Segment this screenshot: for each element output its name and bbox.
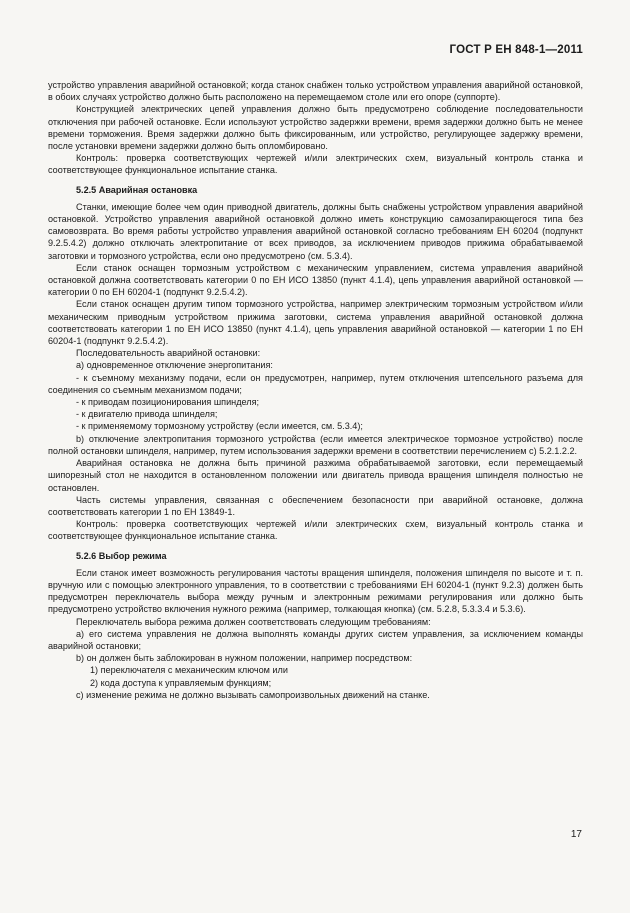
paragraph: Конструкцией электрических цепей управления должно быть предусмотрено соблюдение последовательности отключения при рабочей остановке. Если используют устройство задержки времени, время задержки должно быть не менее времени торможения. Время задержки должно быть фиксированным, или устройство, регулирующее задержку времени, после установки времени задержки должно быть опломбировано. bbox=[48, 104, 583, 152]
document-id-header: ГОСТ Р ЕН 848-1—2011 bbox=[449, 44, 583, 56]
paragraph: Последовательность аварийной остановки: bbox=[76, 348, 261, 359]
section-heading-5-2-6: 5.2.6 Выбор режима bbox=[76, 550, 167, 561]
list-item: b) он должен быть заблокирован в нужном положении, например посредством: bbox=[76, 653, 413, 664]
paragraph: Контроль: проверка соответствующих чертежей и/или электрических схем, визуальный контроль станка и соответствующее функциональное испытание станка. bbox=[48, 519, 583, 542]
list-subitem: 1) переключателя с механическим ключом или bbox=[90, 665, 288, 676]
paragraph: Станки, имеющие более чем один приводной двигатель, должны быть снабжены устройством управления аварийной остановкой. Устройство управления аварийной остановкой должно иметь конструкцию самозапирающегося типа без самовозврата. Во время работы устройство управления аварийной остановкой согласно требованиям ЕН 60204 (подпункт 9.2.5.4.2) должно отключать электропитание от всех приводов, за исключением приводов прижима обрабатываемой заготовки и тормозного устройства, если оно предусмотрено (см. 5.3.4). bbox=[48, 201, 583, 261]
list-item: b) отключение электропитания тормозного устройства (если имеется электрическое тормозное устройство) после полной остановки шпинделя, например, путем использования задержки времени в соответствии перечислением с) 5.2.1.2.2. bbox=[48, 433, 583, 456]
paragraph: Аварийная остановка не должна быть причиной разжима обрабатываемой заготовки, если перемещаемый шипорезный стол не находится в остановленном положении или двигатель привода вращения шпинделя полностью не остановлен. bbox=[48, 458, 583, 493]
paragraph: устройство управления аварийной остановкой; когда станок снабжен только устройством управления аварийной остановкой, в обоих случаях устройство должно быть расположено на перемещаемом столе или его опоре (суппорте). bbox=[48, 80, 583, 103]
paragraph: Если станок оснащен тормозным устройством с механическим управлением, система управления аварийной остановкой должна соответствовать категории 0 по ЕН ИСО 13850 (пункт 4.1.4), цепь управления аварийной остановкой — категории 0 по ЕН 60204-1 (подпункт 9.2.5.4.2). bbox=[48, 262, 583, 298]
page-number: 17 bbox=[570, 829, 582, 840]
paragraph: Контроль: проверка соответствующих чертежей и/или электрических схем, визуальный контроль станка и соответствующее функциональное испытание станка. bbox=[48, 153, 583, 176]
list-item: с) изменение режима не должно вызывать самопроизвольных движений на станке. bbox=[76, 689, 430, 700]
paragraph: Переключатель выбора режима должен соответствовать следующим требованиям: bbox=[76, 616, 431, 627]
list-item: - к двигателю привода шпинделя; bbox=[76, 409, 218, 420]
paragraph: Если станок имеет возможность регулирования частоты вращения шпинделя, положения шпинделя по высоте и т. п. вручную или с помощью электронного управления, то в соответствии с требованиями ЕН 60204-1 (пункт 9.2.3) должен быть предусмотрен переключатель выбора между ручным и электронным режимами регулирования или должно быть предусмотрено устройство включения нужного режима (например, толкающая кнопка) (см. 5.2.8, 5.3.3.4 и 5.3.6). bbox=[48, 567, 583, 615]
list-item: - к приводам позиционирования шпинделя; bbox=[76, 397, 260, 408]
document-body bbox=[48, 79, 583, 701]
list-item: а) его система управления не должна выполнять команды других систем управления, за исключением команды аварийной остановки; bbox=[48, 628, 583, 651]
list-item: а) одновременное отключение энергопитания: bbox=[76, 360, 273, 371]
paragraph: Если станок оснащен другим типом тормозного устройства, например электрическим тормозным устройством и/или механическим приводным устройством прижима заготовки, система управления аварийной остановкой должна соответствовать категории 1 по ЕН ИСО 13850 (пункт 4.1.4), цепь управления аварийной остановкой — категории 1 по ЕН 60204-1 (подпункт 9.2.5.4.2). bbox=[48, 299, 583, 347]
list-item: - к съемному механизму подачи, если он предусмотрен, например, путем отключения штепсельного разъема для соединения со съемным механизмом подачи; bbox=[48, 372, 583, 395]
section-heading-5-2-5: 5.2.5 Аварийная остановка bbox=[76, 184, 198, 195]
paragraph: Часть системы управления, связанная с обеспечением безопасности при аварийной остановке, должна соответствовать категории 1 по ЕН 13849-1. bbox=[48, 494, 583, 517]
list-item: - к применяемому тормозному устройству (если имеется, см. 5.3.4); bbox=[76, 421, 363, 432]
list-subitem: 2) кода доступа к управляемым функциям; bbox=[90, 677, 272, 688]
